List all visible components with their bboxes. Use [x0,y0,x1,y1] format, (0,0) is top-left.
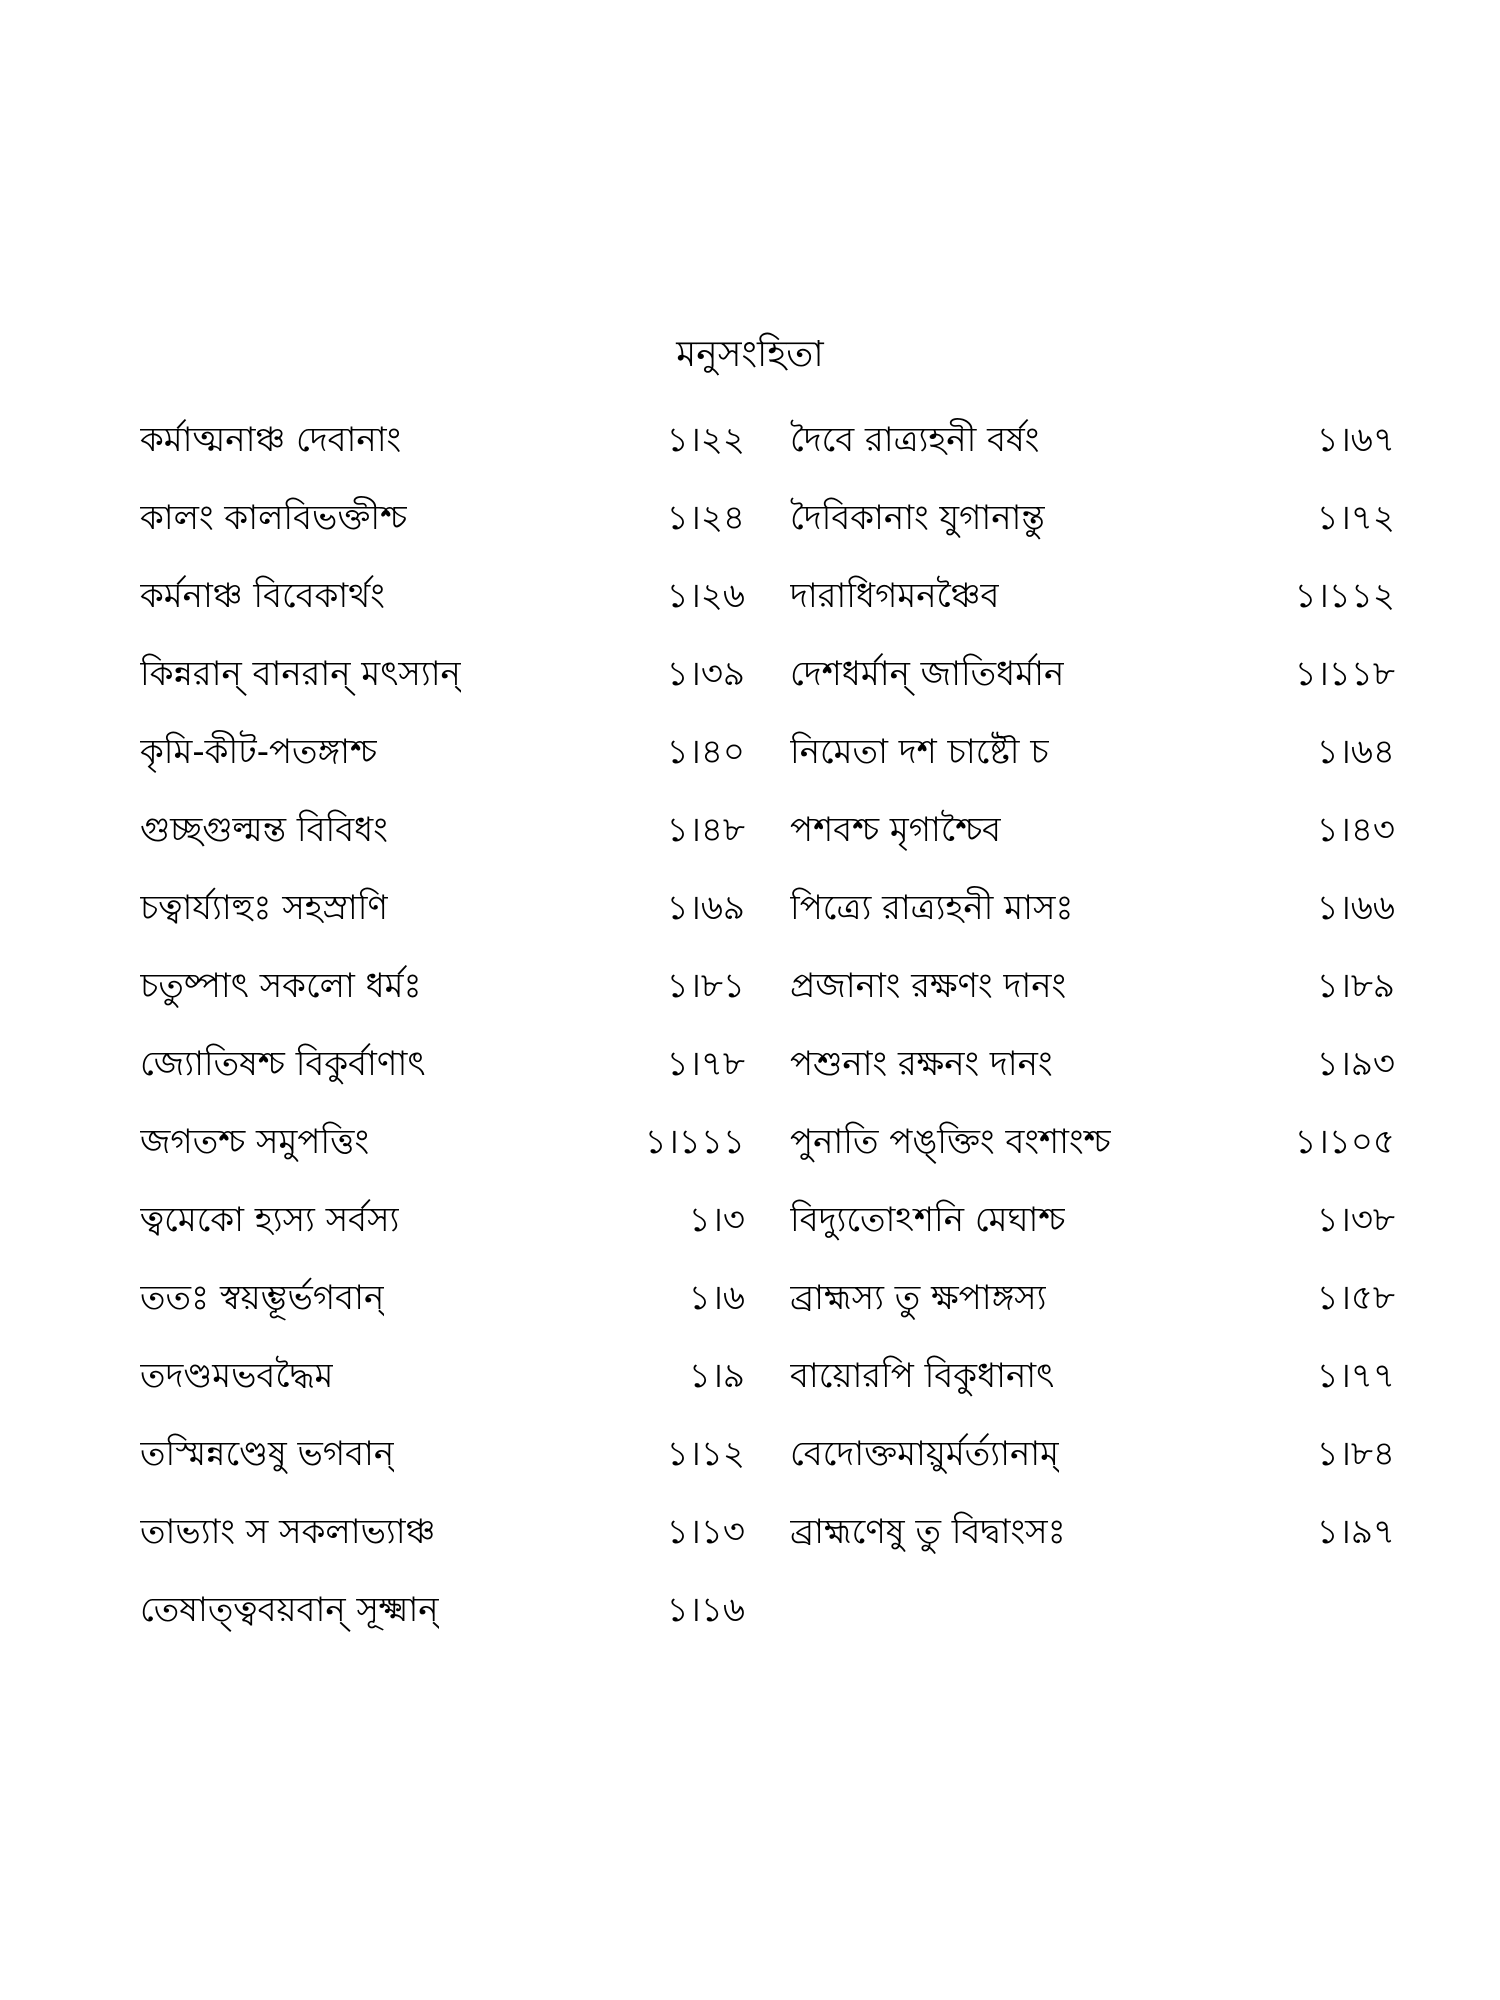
verse-reference: ১।১১২ [1294,576,1395,616]
verse-entry [790,1346,1395,1424]
verse-text: ব্রাহ্মস্য তু ক্ষপাঙ্গস্য [790,1278,1047,1318]
verse-text: পশুনাং রক্ষনং দানং [790,1044,1053,1084]
verse-text: পশবশ্চ মৃগাশ্চৈব [790,810,1002,850]
verse-text: চতুষ্পাৎ সকলো ধর্মঃ [140,966,422,1006]
verse-entry [140,722,745,800]
verse-entry [790,1502,1395,1580]
verse-reference: ১।৮১ [666,966,745,1006]
verse-text: দেশধর্মান্ জাতিধর্মান [790,654,1065,694]
verse-entry [790,878,1395,956]
verse-entry [790,956,1395,1034]
verse-entry [140,1268,745,1346]
verse-text: কৃমি-কীট-পতঙ্গাশ্চ [140,732,377,772]
verse-text: চত্বার্য্যাহুঃ সহস্রাণি [140,888,389,928]
verse-text: বায়োরপি বিকুধানাৎ [790,1356,1055,1396]
verse-text: কর্মাত্মনাঞ্চ দেবানাং [140,420,402,460]
verse-reference: ১।৯৩ [1316,1044,1395,1084]
verse-reference: ১।৭২ [1316,498,1395,538]
verse-reference: ১।৩ [688,1200,745,1240]
verse-text: দৈবে রাত্র্যহনী বর্ষং [790,420,1040,460]
verse-entry [790,1190,1395,1268]
verse-text: তদণ্ডমভবদ্ধৈম [140,1356,334,1396]
verse-reference: ১।৮৯ [1316,966,1395,1006]
verse-entry [790,1034,1395,1112]
verse-entry [790,488,1395,566]
verse-text: পিত্র্যে রাত্র্যহনী মাসঃ [790,888,1074,928]
verse-reference: ১।১২ [666,1434,745,1474]
verse-reference: ১।৮৪ [1316,1434,1395,1474]
verse-reference: ১।৫৮ [1316,1278,1395,1318]
verse-text: জগতশ্চ সমুপত্তিং [140,1122,370,1162]
verse-entry [140,410,745,488]
verse-text: ত্বমেকো হ্যস্য সর্বস্য [140,1200,400,1240]
verse-reference: ১।২২ [666,420,745,460]
verse-text: নিমেতা দশ চাষ্টৌ চ [790,732,1049,772]
verse-text: তেষাত্ত্ববয়বান্ সূক্ষ্মান্ [140,1590,439,1630]
verse-entry [140,1034,745,1112]
verse-entry [140,644,745,722]
verse-reference: ১।২৬ [666,576,745,616]
verse-entry [790,410,1395,488]
verse-reference: ১।৬৭ [1316,420,1395,460]
verse-reference: ১।৭৭ [1316,1356,1395,1396]
verse-reference: ১।৭৮ [666,1044,745,1084]
verse-reference: ১।১৩ [666,1512,745,1552]
verse-text: দারাধিগমনঞ্চৈব [790,576,1000,616]
verse-entry [140,1424,745,1502]
verse-text: দৈবিকানাং যুগানান্তু [790,498,1045,538]
verse-reference: ১।১৬ [666,1590,745,1630]
verse-entry [140,1580,745,1650]
verse-text: পুনাতি পঙ্‌ক্তিং বংশাংশ্চ [790,1122,1111,1162]
verse-reference: ১।১১৮ [1294,654,1395,694]
verse-entry [790,1268,1395,1346]
verse-entry [790,800,1395,878]
verse-text: জ্যোতিষশ্চ বিকুর্বাণাৎ [140,1044,426,1084]
verse-text: কালং কালবিভক্তীশ্চ [140,498,408,538]
verse-entry [140,956,745,1034]
verse-reference: ১।৯৭ [1316,1512,1395,1552]
verse-reference: ১।৬৪ [1316,732,1395,772]
verse-index-left-column [140,410,745,1650]
verse-entry [140,566,745,644]
verse-reference: ১।৪৩ [1316,810,1395,850]
verse-entry [140,1190,745,1268]
verse-text: তস্মিন্নণ্ডেষু ভগবান্ [140,1434,395,1474]
verse-reference: ১।২৪ [666,498,745,538]
verse-reference: ১।১০৫ [1294,1122,1395,1162]
verse-text: ব্রাহ্মণেষু তু বিদ্বাংসঃ [790,1512,1066,1552]
verse-entry [790,1112,1395,1190]
verse-entry [140,1112,745,1190]
verse-entry [140,1502,745,1580]
verse-entry [140,488,745,566]
verse-entry [790,566,1395,644]
verse-entry [140,1346,745,1424]
verse-reference: ১।৬৬ [1316,888,1395,928]
verse-text: বিদ্যুতোঽশনি মেঘাশ্চ [790,1200,1066,1240]
verse-text: বেদোক্তমায়ুর্মর্ত্যানাম্ [790,1434,1060,1474]
verse-entry [790,1424,1395,1502]
verse-reference: ১।৩৯ [666,654,745,694]
verse-text: ততঃ স্বয়ম্ভূর্ভগবান্ [140,1278,385,1318]
verse-text: কিন্নরান্ বানরান্ মৎস্যান্ [140,654,461,694]
verse-index-right-column [790,410,1395,1580]
verse-reference: ১।৬৯ [666,888,745,928]
verse-reference: ১।৪০ [666,732,745,772]
verse-reference: ১।৯ [688,1356,745,1396]
verse-reference: ১।৬ [688,1278,745,1318]
verse-text: গুচ্ছগুল্মন্ত বিবিধং [140,810,388,850]
verse-text: প্রজানাং রক্ষণং দানং [790,966,1067,1006]
verse-reference: ১।১১১ [644,1122,745,1162]
verse-text: কর্মনাঞ্চ বিবেকার্থং [140,576,385,616]
verse-entry [790,722,1395,800]
verse-reference: ১।৩৮ [1316,1200,1395,1240]
verse-entry [790,644,1395,722]
verse-entry [140,878,745,956]
verse-text: তাভ্যাং স সকলাভ্যাঞ্চ [140,1512,436,1552]
page-title: মনুসংহিতা [676,334,824,375]
verse-entry [140,800,745,878]
verse-reference: ১।৪৮ [666,810,745,850]
